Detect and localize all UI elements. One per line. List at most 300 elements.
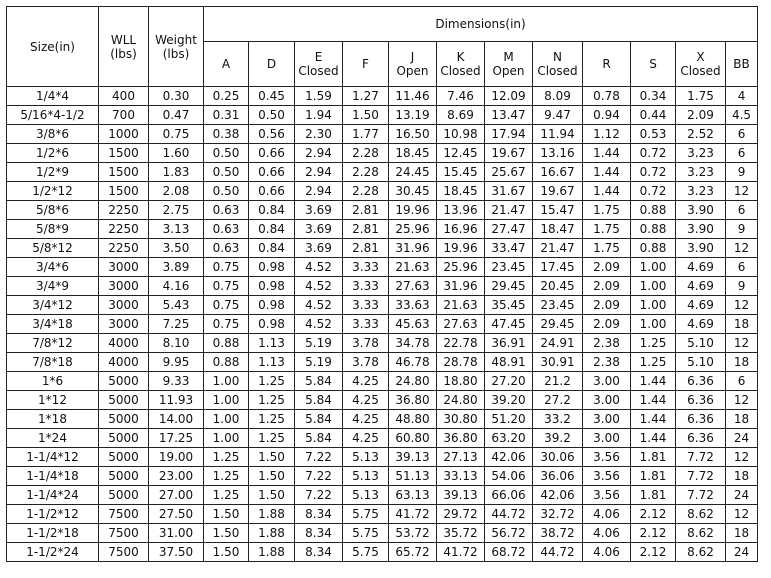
table-cell: 4.52 bbox=[295, 258, 343, 277]
table-cell: 1.00 bbox=[631, 315, 676, 334]
table-row bbox=[7, 410, 758, 429]
table-cell: 63.20 bbox=[485, 429, 533, 448]
table-row bbox=[7, 486, 758, 505]
table-cell: 17.45 bbox=[533, 258, 583, 277]
table-cell: 1500 bbox=[99, 144, 149, 163]
table-cell: 39.20 bbox=[485, 391, 533, 410]
table-cell: 3.33 bbox=[343, 277, 389, 296]
table-cell: 6.36 bbox=[676, 429, 726, 448]
table-cell: 29.45 bbox=[533, 315, 583, 334]
table-cell: 11.94 bbox=[533, 125, 583, 144]
table-cell: 6 bbox=[726, 201, 758, 220]
table-cell: 7.72 bbox=[676, 486, 726, 505]
table-cell: 7.22 bbox=[295, 448, 343, 467]
table-cell: 3/8*6 bbox=[7, 125, 99, 144]
table-row bbox=[7, 391, 758, 410]
table-cell: 5000 bbox=[99, 448, 149, 467]
table-cell: 12 bbox=[726, 391, 758, 410]
table-cell: 44.72 bbox=[533, 543, 583, 562]
table-cell: 16.67 bbox=[533, 163, 583, 182]
table-cell: 38.72 bbox=[533, 524, 583, 543]
table-cell: 2.81 bbox=[343, 220, 389, 239]
table-cell: 31.00 bbox=[149, 524, 204, 543]
table-cell: 2.75 bbox=[149, 201, 204, 220]
table-cell: 12 bbox=[726, 505, 758, 524]
table-cell: 0.98 bbox=[249, 315, 295, 334]
table-cell: 25.96 bbox=[389, 220, 437, 239]
table-cell: 21.2 bbox=[533, 372, 583, 391]
table-cell: 0.44 bbox=[631, 106, 676, 125]
table-row bbox=[7, 334, 758, 353]
table-cell: 34.78 bbox=[389, 334, 437, 353]
table-cell: 1.25 bbox=[249, 391, 295, 410]
table-cell: 19.67 bbox=[485, 144, 533, 163]
table-cell: 2.09 bbox=[676, 106, 726, 125]
table-cell: 14.00 bbox=[149, 410, 204, 429]
table-cell: 0.84 bbox=[249, 220, 295, 239]
table-cell: 2.94 bbox=[295, 144, 343, 163]
table-cell: 41.72 bbox=[437, 543, 485, 562]
table-cell: 42.06 bbox=[533, 486, 583, 505]
table-cell: 1.00 bbox=[204, 410, 249, 429]
table-cell: 18.45 bbox=[437, 182, 485, 201]
table-cell: 1.25 bbox=[249, 429, 295, 448]
table-cell: 9 bbox=[726, 163, 758, 182]
table-cell: 2.28 bbox=[343, 163, 389, 182]
table-cell: 0.88 bbox=[204, 353, 249, 372]
table-cell: 1500 bbox=[99, 163, 149, 182]
table-cell: 36.80 bbox=[389, 391, 437, 410]
table-cell: 30.91 bbox=[533, 353, 583, 372]
table-cell: 7500 bbox=[99, 543, 149, 562]
table-cell: 1.50 bbox=[249, 467, 295, 486]
table-cell: 0.88 bbox=[631, 201, 676, 220]
table-cell: 1.00 bbox=[631, 277, 676, 296]
table-cell: 2.12 bbox=[631, 543, 676, 562]
table-cell: 36.80 bbox=[437, 429, 485, 448]
header-dim-0: A bbox=[204, 42, 249, 87]
table-cell: 0.63 bbox=[204, 201, 249, 220]
header-dim-4: J Open bbox=[389, 42, 437, 87]
table-cell: 700 bbox=[99, 106, 149, 125]
table-cell: 21.47 bbox=[485, 201, 533, 220]
table-cell: 4.06 bbox=[583, 543, 631, 562]
table-cell: 1/2*12 bbox=[7, 182, 99, 201]
table-cell: 5000 bbox=[99, 391, 149, 410]
table-cell: 11.93 bbox=[149, 391, 204, 410]
table-cell: 8.69 bbox=[437, 106, 485, 125]
table-cell: 1.75 bbox=[583, 239, 631, 258]
table-cell: 3/4*6 bbox=[7, 258, 99, 277]
table-cell: 29.72 bbox=[437, 505, 485, 524]
table-cell: 4000 bbox=[99, 353, 149, 372]
table-cell: 0.88 bbox=[631, 239, 676, 258]
table-cell: 5.10 bbox=[676, 334, 726, 353]
table-cell: 3.23 bbox=[676, 144, 726, 163]
table-cell: 5.10 bbox=[676, 353, 726, 372]
table-cell: 1/4*4 bbox=[7, 87, 99, 106]
table-cell: 1.44 bbox=[583, 163, 631, 182]
table-cell: 30.80 bbox=[437, 410, 485, 429]
table-cell: 17.25 bbox=[149, 429, 204, 448]
table-cell: 4.25 bbox=[343, 429, 389, 448]
table-cell: 12 bbox=[726, 239, 758, 258]
table-cell: 4000 bbox=[99, 334, 149, 353]
header-row-top bbox=[7, 7, 758, 42]
table-cell: 33.47 bbox=[485, 239, 533, 258]
table-cell: 2.94 bbox=[295, 163, 343, 182]
table-cell: 9.95 bbox=[149, 353, 204, 372]
table-cell: 21.47 bbox=[533, 239, 583, 258]
table-cell: 45.63 bbox=[389, 315, 437, 334]
table-cell: 0.66 bbox=[249, 182, 295, 201]
table-cell: 42.06 bbox=[485, 448, 533, 467]
table-cell: 1.00 bbox=[204, 429, 249, 448]
table-cell: 3.33 bbox=[343, 258, 389, 277]
table-cell: 1.88 bbox=[249, 505, 295, 524]
table-cell: 0.84 bbox=[249, 201, 295, 220]
table-cell: 4.06 bbox=[583, 524, 631, 543]
table-cell: 12.45 bbox=[437, 144, 485, 163]
table-cell: 3.33 bbox=[343, 315, 389, 334]
table-cell: 8.09 bbox=[533, 87, 583, 106]
table-cell: 7500 bbox=[99, 505, 149, 524]
table-cell: 2.08 bbox=[149, 182, 204, 201]
table-cell: 3.56 bbox=[583, 467, 631, 486]
table-cell: 1/2*9 bbox=[7, 163, 99, 182]
table-cell: 2.38 bbox=[583, 334, 631, 353]
table-cell: 1.25 bbox=[204, 448, 249, 467]
table-cell: 15.45 bbox=[437, 163, 485, 182]
table-cell: 1.81 bbox=[631, 448, 676, 467]
table-cell: 28.78 bbox=[437, 353, 485, 372]
table-cell: 5.13 bbox=[343, 448, 389, 467]
table-cell: 1500 bbox=[99, 182, 149, 201]
table-cell: 25.67 bbox=[485, 163, 533, 182]
table-cell: 11.46 bbox=[389, 87, 437, 106]
table-cell: 2.12 bbox=[631, 505, 676, 524]
table-cell: 8.62 bbox=[676, 505, 726, 524]
header-dim-1: D bbox=[249, 42, 295, 87]
table-cell: 3.00 bbox=[583, 429, 631, 448]
table-cell: 63.13 bbox=[389, 486, 437, 505]
table-cell: 0.98 bbox=[249, 277, 295, 296]
table-cell: 5000 bbox=[99, 467, 149, 486]
table-cell: 2.38 bbox=[583, 353, 631, 372]
table-row bbox=[7, 144, 758, 163]
header-dim-6: M Open bbox=[485, 42, 533, 87]
table-cell: 3.78 bbox=[343, 334, 389, 353]
table-cell: 4.52 bbox=[295, 315, 343, 334]
table-cell: 5.13 bbox=[343, 467, 389, 486]
table-cell: 2.52 bbox=[676, 125, 726, 144]
table-cell: 5.84 bbox=[295, 429, 343, 448]
table-cell: 6.36 bbox=[676, 410, 726, 429]
table-cell: 0.75 bbox=[149, 125, 204, 144]
table-cell: 33.13 bbox=[437, 467, 485, 486]
table-cell: 8.10 bbox=[149, 334, 204, 353]
table-cell: 24 bbox=[726, 486, 758, 505]
table-cell: 5.75 bbox=[343, 543, 389, 562]
table-cell: 5/8*9 bbox=[7, 220, 99, 239]
table-cell: 4 bbox=[726, 87, 758, 106]
table-cell: 2250 bbox=[99, 201, 149, 220]
table-row bbox=[7, 353, 758, 372]
table-cell: 1-1/2*18 bbox=[7, 524, 99, 543]
table-cell: 5000 bbox=[99, 486, 149, 505]
table-cell: 22.78 bbox=[437, 334, 485, 353]
table-cell: 5.13 bbox=[343, 486, 389, 505]
table-cell: 7500 bbox=[99, 524, 149, 543]
table-cell: 7.22 bbox=[295, 467, 343, 486]
table-cell: 32.72 bbox=[533, 505, 583, 524]
table-cell: 23.00 bbox=[149, 467, 204, 486]
table-header bbox=[7, 7, 758, 87]
table-cell: 31.67 bbox=[485, 182, 533, 201]
table-cell: 3.00 bbox=[583, 372, 631, 391]
table-cell: 33.2 bbox=[533, 410, 583, 429]
table-cell: 8.62 bbox=[676, 543, 726, 562]
table-cell: 7.25 bbox=[149, 315, 204, 334]
table-cell: 1.00 bbox=[204, 391, 249, 410]
table-cell: 1.75 bbox=[583, 220, 631, 239]
table-cell: 30.06 bbox=[533, 448, 583, 467]
table-cell: 0.50 bbox=[249, 106, 295, 125]
table-cell: 12 bbox=[726, 296, 758, 315]
table-cell: 13.47 bbox=[485, 106, 533, 125]
table-cell: 1.25 bbox=[631, 353, 676, 372]
table-cell: 5.43 bbox=[149, 296, 204, 315]
table-cell: 1-1/4*18 bbox=[7, 467, 99, 486]
header-wll: WLL (lbs) bbox=[99, 7, 149, 87]
table-cell: 3.00 bbox=[583, 391, 631, 410]
table-cell: 2.94 bbox=[295, 182, 343, 201]
table-cell: 27.63 bbox=[437, 315, 485, 334]
table-cell: 1.44 bbox=[631, 391, 676, 410]
table-cell: 5000 bbox=[99, 372, 149, 391]
table-cell: 39.2 bbox=[533, 429, 583, 448]
table-row bbox=[7, 182, 758, 201]
table-cell: 4.16 bbox=[149, 277, 204, 296]
table-cell: 5/8*6 bbox=[7, 201, 99, 220]
table-cell: 1.59 bbox=[295, 87, 343, 106]
table-cell: 29.45 bbox=[485, 277, 533, 296]
table-cell: 0.75 bbox=[204, 277, 249, 296]
table-cell: 1.44 bbox=[583, 182, 631, 201]
table-cell: 5000 bbox=[99, 410, 149, 429]
table-cell: 27.50 bbox=[149, 505, 204, 524]
table-cell: 3.69 bbox=[295, 220, 343, 239]
table-cell: 4.5 bbox=[726, 106, 758, 125]
table-cell: 3.56 bbox=[583, 486, 631, 505]
header-dim-7: N Closed bbox=[533, 42, 583, 87]
table-cell: 3.90 bbox=[676, 220, 726, 239]
table-cell: 27.00 bbox=[149, 486, 204, 505]
table-cell: 24 bbox=[726, 429, 758, 448]
table-cell: 1.88 bbox=[249, 524, 295, 543]
table-cell: 5.84 bbox=[295, 372, 343, 391]
table-cell: 1.13 bbox=[249, 353, 295, 372]
table-row bbox=[7, 201, 758, 220]
table-cell: 0.72 bbox=[631, 163, 676, 182]
table-cell: 19.67 bbox=[533, 182, 583, 201]
table-cell: 1.83 bbox=[149, 163, 204, 182]
table-cell: 9 bbox=[726, 220, 758, 239]
table-cell: 9.33 bbox=[149, 372, 204, 391]
table-cell: 27.2 bbox=[533, 391, 583, 410]
table-row bbox=[7, 543, 758, 562]
table-cell: 1.44 bbox=[631, 410, 676, 429]
table-cell: 60.80 bbox=[389, 429, 437, 448]
table-cell: 46.78 bbox=[389, 353, 437, 372]
table-row bbox=[7, 448, 758, 467]
table-cell: 4.69 bbox=[676, 315, 726, 334]
table-cell: 0.45 bbox=[249, 87, 295, 106]
table-cell: 35.72 bbox=[437, 524, 485, 543]
table-cell: 3000 bbox=[99, 296, 149, 315]
table-row bbox=[7, 106, 758, 125]
table-cell: 30.45 bbox=[389, 182, 437, 201]
table-cell: 18 bbox=[726, 524, 758, 543]
table-cell: 1-1/2*12 bbox=[7, 505, 99, 524]
table-cell: 3000 bbox=[99, 277, 149, 296]
table-row bbox=[7, 296, 758, 315]
table-cell: 33.63 bbox=[389, 296, 437, 315]
table-cell: 1.25 bbox=[204, 467, 249, 486]
table-row bbox=[7, 277, 758, 296]
table-cell: 0.50 bbox=[204, 163, 249, 182]
table-cell: 3.50 bbox=[149, 239, 204, 258]
table-cell: 18 bbox=[726, 410, 758, 429]
table-cell: 4.69 bbox=[676, 296, 726, 315]
header-dim-8: R bbox=[583, 42, 631, 87]
table-cell: 12 bbox=[726, 182, 758, 201]
table-cell: 6 bbox=[726, 258, 758, 277]
table-row bbox=[7, 87, 758, 106]
table-cell: 2250 bbox=[99, 239, 149, 258]
table-cell: 48.91 bbox=[485, 353, 533, 372]
table-cell: 5/16*4-1/2 bbox=[7, 106, 99, 125]
table-cell: 13.96 bbox=[437, 201, 485, 220]
table-cell: 51.13 bbox=[389, 467, 437, 486]
table-cell: 47.45 bbox=[485, 315, 533, 334]
table-cell: 1.75 bbox=[583, 201, 631, 220]
table-cell: 4.69 bbox=[676, 258, 726, 277]
table-cell: 18 bbox=[726, 315, 758, 334]
header-dim-3: F bbox=[343, 42, 389, 87]
table-cell: 0.98 bbox=[249, 258, 295, 277]
table-cell: 0.75 bbox=[204, 315, 249, 334]
table-cell: 24.45 bbox=[389, 163, 437, 182]
table-cell: 1.00 bbox=[204, 372, 249, 391]
table-cell: 5.75 bbox=[343, 524, 389, 543]
table-cell: 2250 bbox=[99, 220, 149, 239]
table-cell: 0.72 bbox=[631, 144, 676, 163]
table-cell: 0.53 bbox=[631, 125, 676, 144]
table-cell: 3.33 bbox=[343, 296, 389, 315]
table-cell: 1.44 bbox=[631, 372, 676, 391]
table-cell: 0.38 bbox=[204, 125, 249, 144]
table-cell: 53.72 bbox=[389, 524, 437, 543]
header-weight: Weight (lbs) bbox=[149, 7, 204, 87]
table-cell: 1.25 bbox=[249, 372, 295, 391]
table-cell: 1.50 bbox=[249, 448, 295, 467]
table-cell: 3.90 bbox=[676, 201, 726, 220]
table-cell: 68.72 bbox=[485, 543, 533, 562]
header-dim-9: S bbox=[631, 42, 676, 87]
table-cell: 2.09 bbox=[583, 277, 631, 296]
table-cell: 27.20 bbox=[485, 372, 533, 391]
table-cell: 5/8*12 bbox=[7, 239, 99, 258]
table-cell: 400 bbox=[99, 87, 149, 106]
table-row bbox=[7, 372, 758, 391]
table-cell: 7/8*12 bbox=[7, 334, 99, 353]
table-cell: 0.31 bbox=[204, 106, 249, 125]
table-cell: 7.72 bbox=[676, 448, 726, 467]
table-cell: 0.63 bbox=[204, 239, 249, 258]
header-dimensions: Dimensions(in) bbox=[204, 7, 758, 42]
table-cell: 12 bbox=[726, 448, 758, 467]
table-cell: 24.91 bbox=[533, 334, 583, 353]
table-cell: 0.47 bbox=[149, 106, 204, 125]
table-cell: 3000 bbox=[99, 258, 149, 277]
table-cell: 0.50 bbox=[204, 144, 249, 163]
table-cell: 1.75 bbox=[676, 87, 726, 106]
table-cell: 1*6 bbox=[7, 372, 99, 391]
table-cell: 6 bbox=[726, 372, 758, 391]
table-row bbox=[7, 505, 758, 524]
table-cell: 4.25 bbox=[343, 372, 389, 391]
table-cell: 3/4*9 bbox=[7, 277, 99, 296]
table-cell: 1.81 bbox=[631, 486, 676, 505]
table-cell: 0.50 bbox=[204, 182, 249, 201]
table-cell: 2.81 bbox=[343, 201, 389, 220]
table-cell: 31.96 bbox=[389, 239, 437, 258]
table-cell: 35.45 bbox=[485, 296, 533, 315]
header-size: Size(in) bbox=[7, 7, 99, 87]
table-cell: 1.44 bbox=[631, 429, 676, 448]
table-cell: 3.56 bbox=[583, 448, 631, 467]
table-cell: 5.19 bbox=[295, 353, 343, 372]
table-cell: 2.30 bbox=[295, 125, 343, 144]
table-cell: 1.13 bbox=[249, 334, 295, 353]
table-cell: 5.84 bbox=[295, 410, 343, 429]
header-dim-5: K Closed bbox=[437, 42, 485, 87]
table-cell: 10.98 bbox=[437, 125, 485, 144]
table-cell: 0.94 bbox=[583, 106, 631, 125]
table-cell: 13.19 bbox=[389, 106, 437, 125]
table-cell: 1/2*6 bbox=[7, 144, 99, 163]
table-cell: 1.25 bbox=[249, 410, 295, 429]
table-cell: 2.09 bbox=[583, 258, 631, 277]
table-cell: 1-1/4*12 bbox=[7, 448, 99, 467]
turnbuckle-dimensions-table bbox=[6, 6, 758, 562]
table-cell: 1.77 bbox=[343, 125, 389, 144]
table-cell: 6 bbox=[726, 125, 758, 144]
header-dim-11: BB bbox=[726, 42, 758, 87]
table-cell: 2.28 bbox=[343, 182, 389, 201]
table-cell: 24.80 bbox=[437, 391, 485, 410]
table-cell: 5.19 bbox=[295, 334, 343, 353]
table-cell: 19.96 bbox=[437, 239, 485, 258]
table-cell: 31.96 bbox=[437, 277, 485, 296]
table-cell: 1.12 bbox=[583, 125, 631, 144]
table-cell: 8.34 bbox=[295, 505, 343, 524]
table-cell: 3/4*12 bbox=[7, 296, 99, 315]
table-cell: 24 bbox=[726, 543, 758, 562]
table-cell: 2.28 bbox=[343, 144, 389, 163]
table-cell: 9.47 bbox=[533, 106, 583, 125]
